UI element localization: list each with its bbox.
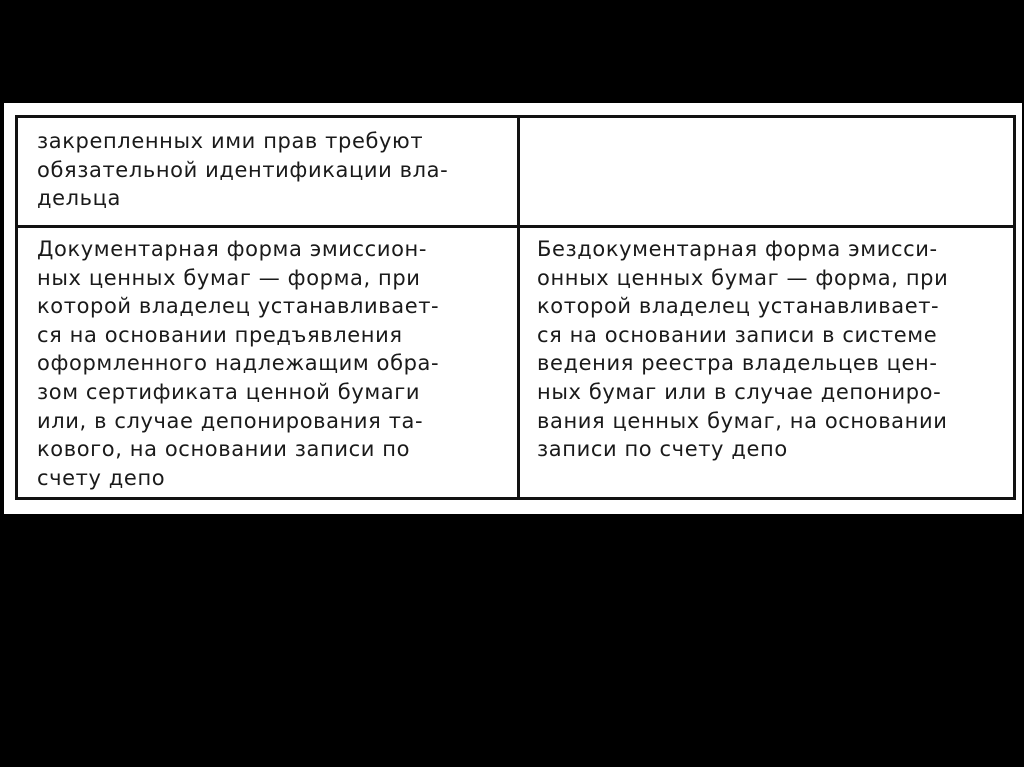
table-cell-row1-left — [37, 127, 448, 213]
text-line: которой владелец устанавливает- — [37, 294, 440, 319]
row-divider — [18, 225, 1013, 228]
text-line: онных ценных бумаг — форма, при — [537, 265, 949, 290]
text-line: ных ценных бумаг — форма, при — [37, 265, 421, 290]
text-line: Документарная форма эмиссион- — [37, 237, 428, 261]
text-line: Бездокументарная форма эмисси- — [537, 237, 938, 261]
text-line: счету депо — [37, 465, 166, 490]
text-line: вания ценных бумаг, на основании — [537, 408, 948, 433]
text-line: ведения реестра владельцев цен- — [537, 351, 938, 376]
table-cell-row2-left — [37, 235, 439, 492]
text-line: или, в случае депонирования та- — [37, 408, 424, 433]
text-line: которой владелец устанавливает- — [537, 294, 940, 319]
column-divider — [517, 118, 520, 497]
text-line: ных бумаг или в случае депониро- — [537, 379, 942, 404]
text-line: дельца — [37, 186, 122, 211]
text-line: кового, на основании записи по — [37, 437, 411, 462]
text-line: ся на основании предъявления — [37, 322, 403, 347]
text-line: записи по счету депо — [537, 437, 788, 462]
text-line: закрепленных ими прав требуют — [37, 129, 424, 153]
text-line: ся на основании записи в системе — [537, 322, 938, 347]
document-sheet — [4, 103, 1022, 514]
table-cell-row2-right — [537, 235, 948, 464]
comparison-table — [15, 115, 1016, 500]
text-line: оформленного надлежащим обра- — [37, 351, 440, 376]
text-line: обязательной идентификации вла- — [37, 157, 449, 182]
text-line: зом сертификата ценной бумаги — [37, 379, 421, 404]
